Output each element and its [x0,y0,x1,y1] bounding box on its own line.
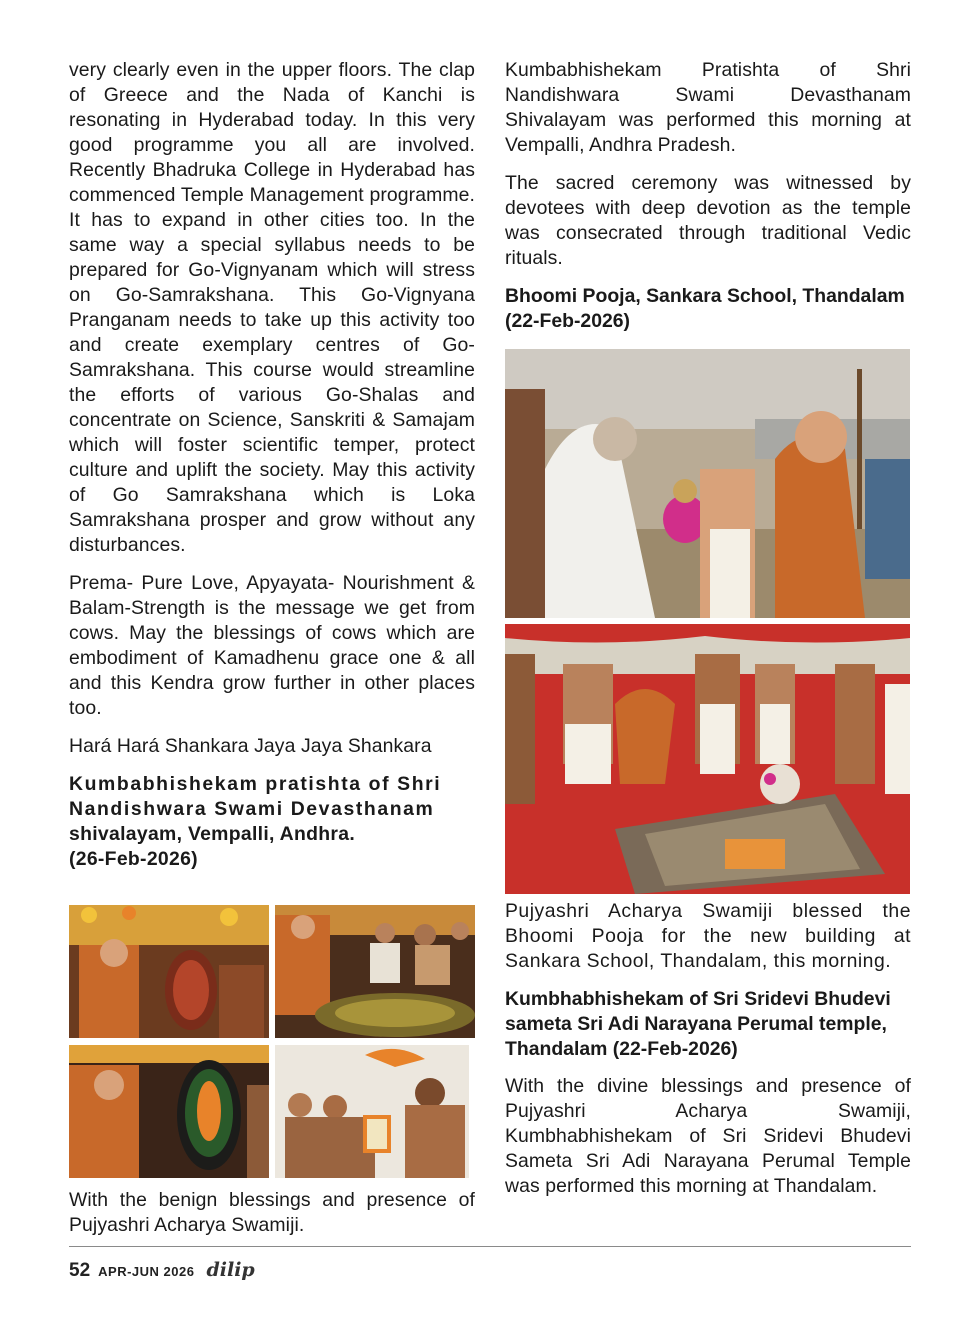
section-heading-vempalli [69,772,475,872]
heading-line: sameta Sri Adi Narayana Perumal temple, [505,1013,887,1035]
heading-line: (26-Feb-2026) [69,848,198,870]
heading-line: Kumbhabhishekam of Sri Sridevi Bhudevi [505,988,891,1010]
body-paragraph: Prema- Pure Love, Apyayata- Nourishment & Balam-Strength is the message we get from cows. May the blessings of cows which are embodiment of Kamadhenu grace one & all and this Kendra grow further in other places too. [69,572,475,719]
section-heading-perumal-temple [505,987,911,1062]
heading-line: (22-Feb-2026) [505,310,631,332]
footer-divider [69,1246,911,1247]
heading-line: Bhoomi Pooja, Sankara School, Thandalam [505,285,905,307]
photo-vempalli-1 [69,905,269,1038]
left-column [69,58,475,884]
right-column-lower [505,899,911,1212]
publication-logo: dilip [206,1259,255,1281]
heading-line: shivalayam, Vempalli, Andhra. [69,823,356,845]
right-column [505,58,911,346]
body-paragraph: Kumbabhishekam Pratishta of Shri Nandishwara Swami Devasthanam Shivalayam was performed this morning at Vempalli, Andhra Pradesh. [505,59,911,156]
photo-caption-bhoomi-pooja: Pujyashri Acharya Swamiji blessed the Bhoomi Pooja for the new building at Sankara School, Thandalam, this morning. [505,900,911,972]
page-number: 52 [69,1260,91,1281]
photo-caption-vempalli: With the benign blessings and presence of Pujyashri Acharya Swamiji. [69,1189,475,1236]
photo-vempalli-3 [69,1045,269,1178]
heading-line: Thandalam (22-Feb-2026) [505,1038,738,1060]
heading-line: Kumbabhishekam pratishta of Shri [69,773,442,795]
body-paragraph: With the divine blessings and presence of Pujyashri Acharya Swamiji, Kumbhabhishekam of Sri Sridevi Bhudevi Sameta Sri Adi Narayana Perumal Temple was performed this morning at Thandalam. [505,1075,911,1197]
section-heading-bhoomi-pooja [505,284,911,334]
page-footer [69,1259,255,1282]
issue-date: APR-JUN 2026 [98,1264,195,1279]
closing-chant: Hará Hará Shankara Jaya Jaya Shankara [69,735,432,757]
photo-vempalli-4 [275,1045,469,1178]
heading-line: Nandishwara Swami Devasthanam [69,798,435,820]
photo-bhoomi-pooja-1 [505,349,910,618]
body-paragraph: The sacred ceremony was witnessed by devotees with deep devotion as the temple was consecrated through traditional Vedic rituals. [505,172,911,269]
body-paragraph: very clearly even in the upper floors. The clap of Greece and the Nada of Kanchi is resonating in Hyderabad today. In this very good programme you all are involved. Recently Bhadruka College in Hyderabad has commenced Temple Management programme. It has to expand in other cities too. In the same way a special syllabus needs to be prepared for Go-Vignyanam which will stress on Go-Samrakshana. This Go-Vignyana Pranganam needs to take up this activity too and create exemplary centres of Go-Samrakshana. This course would streamline the efforts of various Go-Shalas and concentrate on Science, Sanskriti & Samajam which will foster scientific temper, protect culture and uplift the society. May this activity of Go Samrakshana which is Loka Samrakshana prosper and grow without any disturbances. [69,59,475,556]
photo-bhoomi-pooja-2 [505,624,910,894]
photo-vempalli-2 [275,905,475,1038]
